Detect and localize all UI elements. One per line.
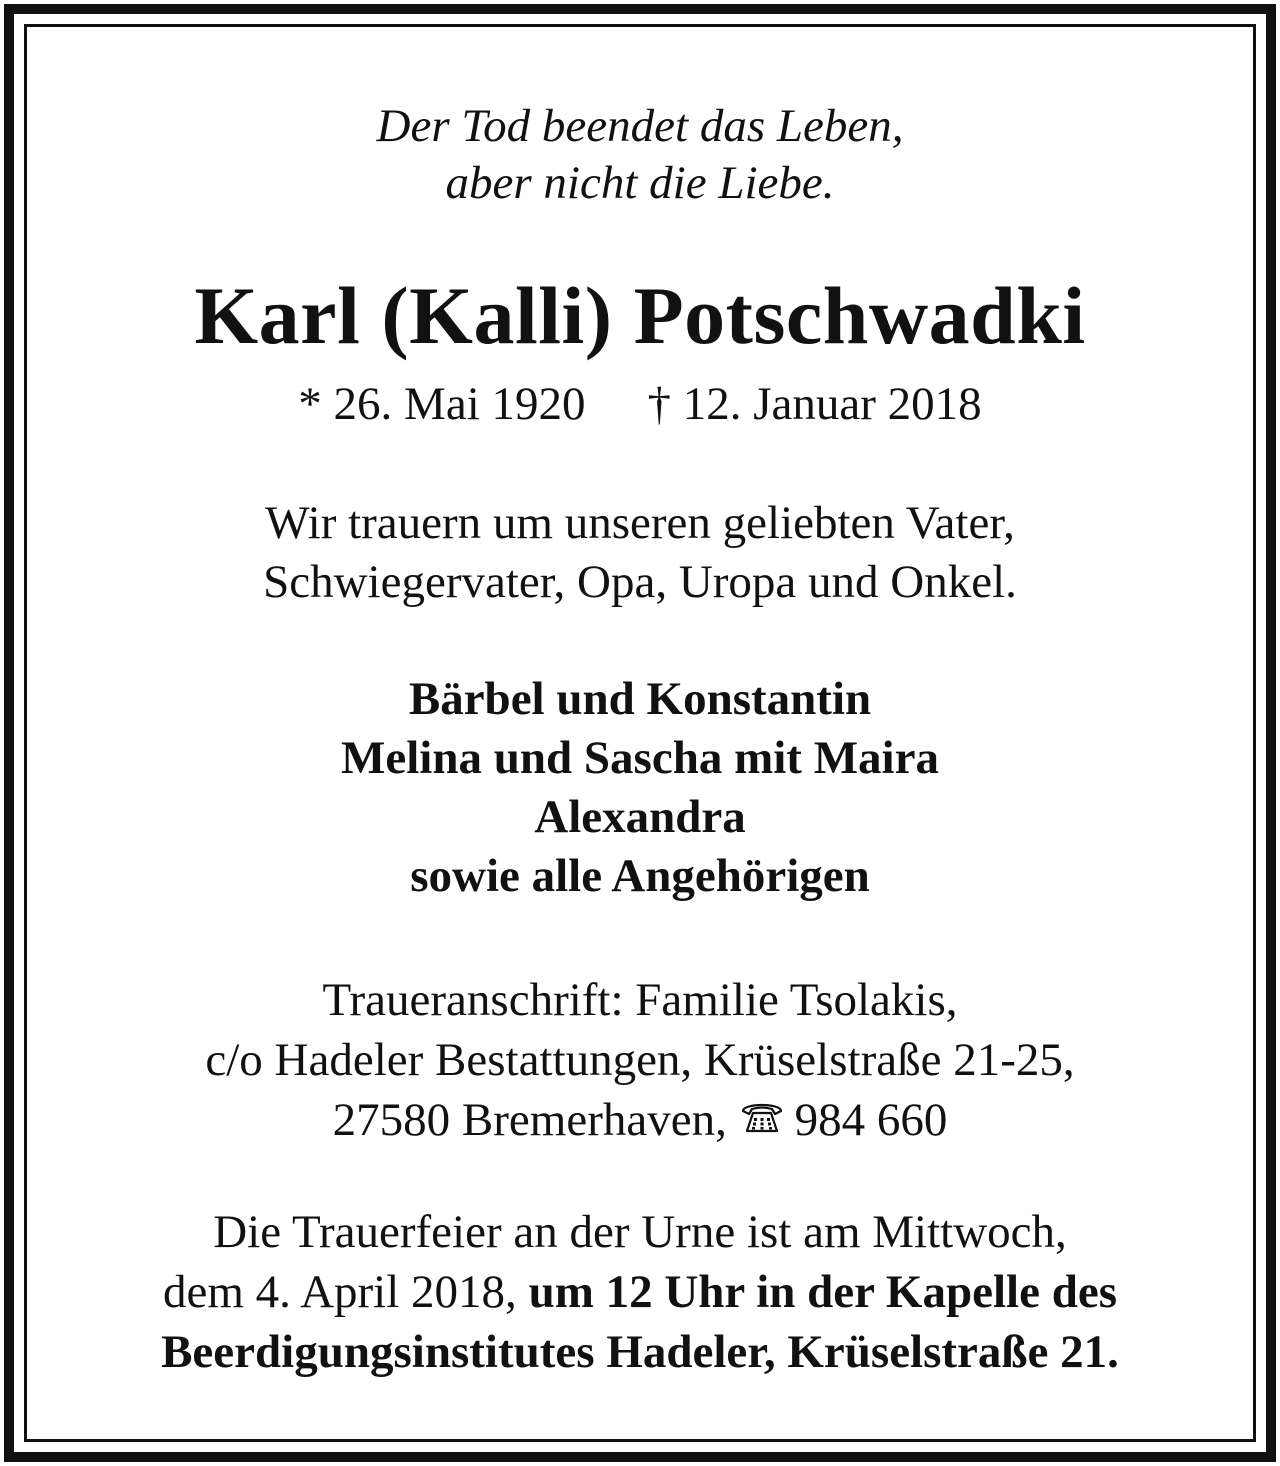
family-line: sowie alle Angehörigen [410, 850, 870, 902]
mourning-text [24, 494, 1256, 612]
service-line-1: Die Trauerfeier an der Urne ist am Mittwoch, [213, 1206, 1067, 1258]
family-line: Bärbel und Konstantin [408, 673, 872, 725]
service-line-2 [24, 1262, 1256, 1322]
phone-number: 984 660 [794, 1094, 948, 1146]
address-city: 27580 Bremerhaven, [332, 1094, 727, 1146]
motto [24, 98, 1256, 212]
mourning-line-1: Wir trauern um unseren geliebten Vater, [265, 497, 1015, 549]
service-time-place: um 12 Uhr in der Kapelle des [528, 1266, 1117, 1318]
service-location: Beerdigungsinstitutes Hadeler, Krüselstraße 21. [161, 1326, 1119, 1378]
life-dates [24, 376, 1256, 432]
mourning-line-2: Schwiegervater, Opa, Uropa und Onkel. [263, 556, 1017, 608]
service-date: dem 4. April 2018, [163, 1266, 517, 1318]
birth-date: * 26. Mai 1920 [298, 378, 586, 430]
service-line-3 [24, 1322, 1256, 1382]
motto-line-1: Der Tod beendet das Leben, [376, 100, 904, 152]
mourning-address [24, 970, 1256, 1152]
address-line-3 [24, 1090, 1256, 1152]
funeral-service-info [24, 1202, 1256, 1382]
family-signatures [24, 670, 1256, 906]
family-line: Melina und Sascha mit Maira [341, 732, 939, 784]
family-line: Alexandra [534, 791, 746, 843]
address-line-1: Traueranschrift: Familie Tsolakis, [322, 974, 958, 1026]
address-line-2: c/o Hadeler Bestattungen, Krüselstraße 21-25, [205, 1034, 1075, 1086]
death-date: † 12. Januar 2018 [647, 378, 982, 430]
deceased-name: Karl (Kalli) Potschwadki [194, 270, 1086, 361]
motto-line-2: aber nicht die Liebe. [445, 157, 835, 209]
telephone-icon [739, 1092, 785, 1152]
